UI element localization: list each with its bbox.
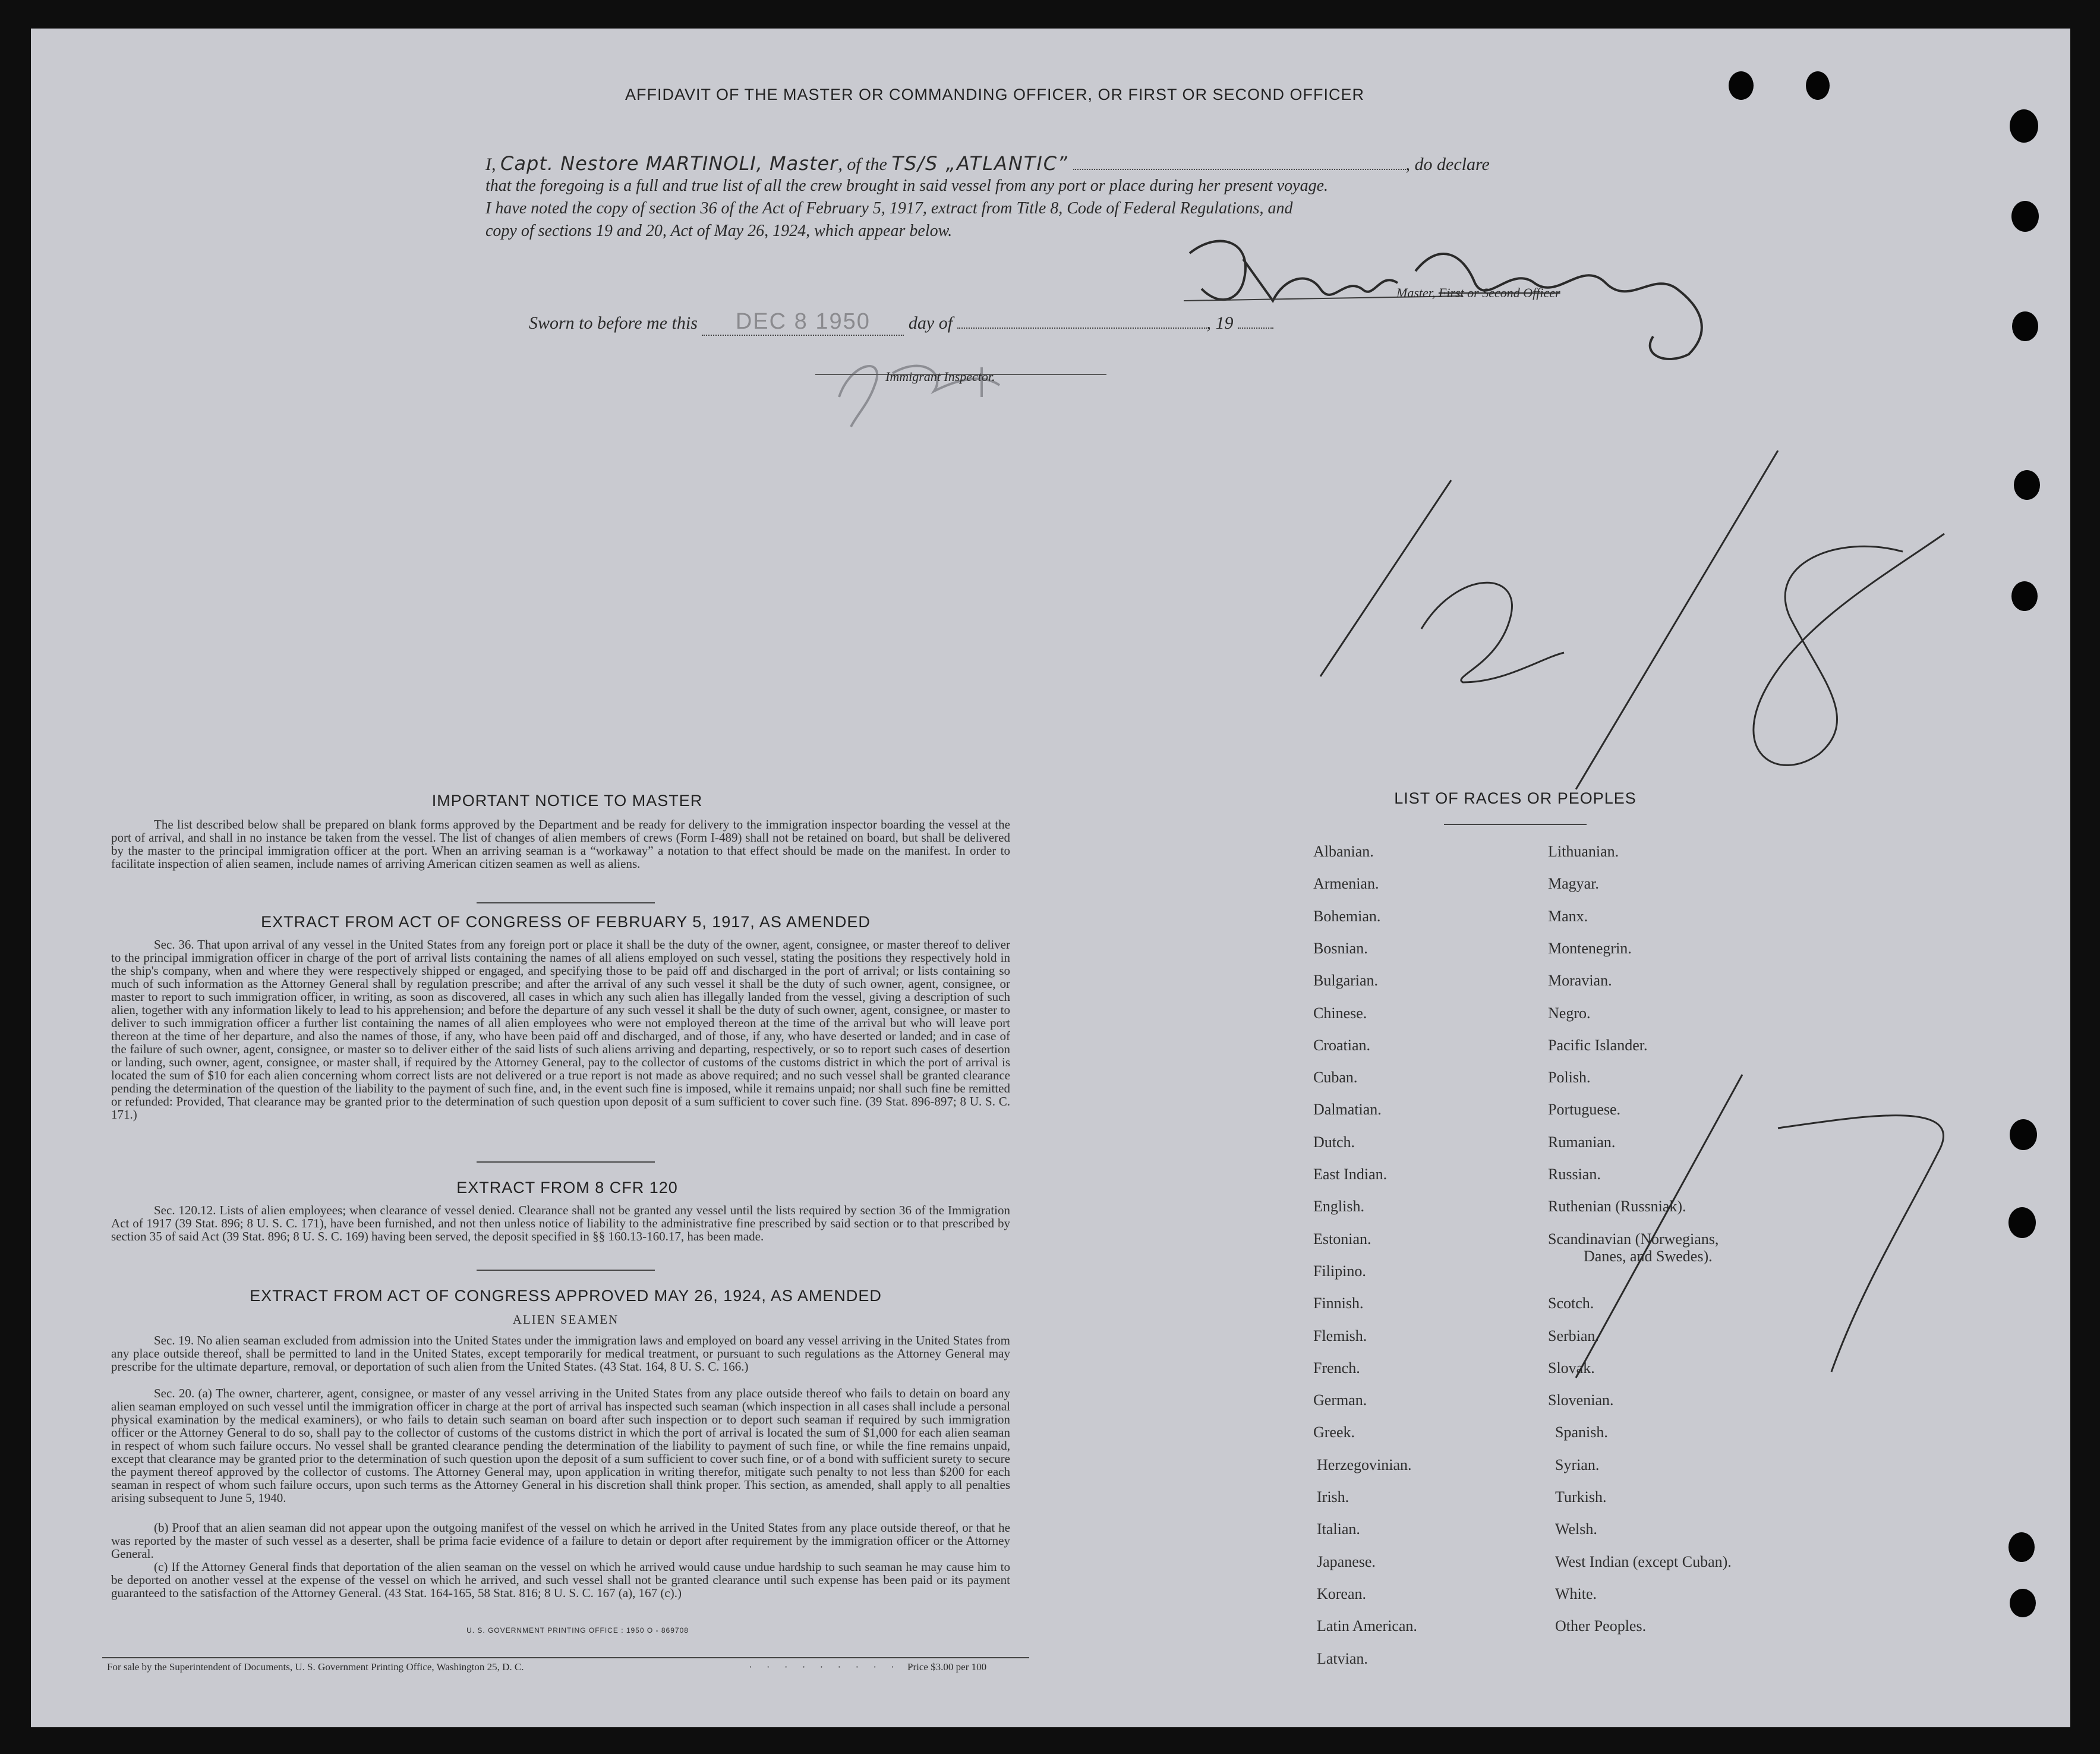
handwritten-date-mark — [1314, 433, 1956, 813]
race-item: Finnish. — [1313, 1295, 1364, 1312]
vessel-name-handwritten: TS/S „ATLANTIC” — [891, 152, 1068, 175]
races-title-rule — [1444, 824, 1587, 825]
race-item: Polish. — [1548, 1069, 1591, 1087]
extract-1924-title: EXTRACT FROM ACT OF CONGRESS APPROVED MAY 26, 1924, AS AMENDED — [250, 1287, 882, 1305]
extract-1917-title: EXTRACT FROM ACT OF CONGRESS OF FEBRUARY 5, 1917, AS AMENDED — [261, 913, 871, 931]
race-item: Negro. — [1548, 1004, 1591, 1022]
affidavit-prefix: I, — [485, 155, 496, 174]
race-item: Flemish. — [1313, 1327, 1367, 1344]
binding-hole — [1729, 71, 1754, 100]
inspector-signature — [803, 338, 1112, 433]
race-item: Montenegrin. — [1548, 939, 1632, 957]
affidavit-line-3: I have noted the copy of section 36 of the Act of February 5, 1917, extract from Title 8, Code of Federal Regulations, and — [485, 199, 1293, 218]
race-item: Serbian. — [1548, 1327, 1599, 1344]
race-item: English. — [1313, 1198, 1364, 1215]
master-name-handwritten: Capt. Nestore MARTINOLI, Master — [500, 152, 838, 175]
race-item: Greek. — [1313, 1424, 1355, 1441]
race-item: Syrian. — [1555, 1456, 1600, 1473]
race-item: German. — [1313, 1391, 1367, 1409]
divider — [477, 902, 655, 903]
sworn-date-stamp: DEC 8 1950 — [702, 309, 904, 336]
race-item: Bulgarian. — [1313, 972, 1379, 990]
footer-price: Price $3.00 per 100 — [907, 1661, 987, 1673]
race-item: Portuguese. — [1548, 1101, 1621, 1119]
extract-1917-body: Sec. 36. That upon arrival of any vessel in the United States from any foreign port or place it shall be the duty of the owner, agent, consignee, or master thereof to deliver to the principal immigration officer in charge of the port of arrival lists containing the names of all aliens employed on such vessel, stating the positions they respectively hold in the ship's company, when and where they were respectively shipped or engaged, and specifying those to be paid off and discharged in the port of arrival; or lists containing so much of such information as the Attorney General shall by regulation prescribe; and after the arrival of any such vessel it shall be the duty of such owner, agent, consignee, or master to report to such immigration officer, in writing, as soon as discovered, all cases in which any such alien has illegally landed from the vessel, giving a description of such alien, together with any information likely to lead to his apprehension; and before the departure of any such vessel it shall be the duty of such owner, agent, consignee, or master to deliver to such immigration officer a further list containing the names of all alien employees who were not employed thereon at the time of the arrival but who will leave port thereon at the time of her departure, and also the names of those, if any, who have been paid off and discharged, and of those, if any, who have deserted or landed; and in case of the failure of such owner, agent, consignee, or master so to deliver either of the said lists of such aliens arriving and departing, respectively, or so to report such cases of desertion or landing, such owner, agent, consignee, or master shall, if required by the Attorney General, pay to the collector of customs of the customs district in which the port of arrival is located the sum of $10 for each alien concerning whom correct lists are not delivered or a true report is not made as above required; and no such vessel shall be granted clearance pending the determination of the question of the liability to the payment of such fine, and, in the event such fine is imposed, while it remains unpaid; nor shall such fine be remitted or refunded: Provided, That clearance may be granted prior to the determination of such question upon deposit of a sum sufficient to cover such fine. (39 Stat. 896-897; 8 U. S. C. 171.) — [111, 937, 1010, 1122]
race-item: Japanese. — [1317, 1553, 1376, 1570]
sworn-line — [529, 309, 1273, 336]
race-item: Magyar. — [1548, 875, 1599, 893]
race-item: Other Peoples. — [1555, 1617, 1647, 1635]
race-item: Danes, and Swedes). — [1584, 1248, 1713, 1265]
race-item: Scandinavian (Norwegians, — [1548, 1230, 1719, 1248]
race-item: Italian. — [1317, 1520, 1360, 1538]
race-item: Herzegovinian. — [1317, 1456, 1412, 1473]
alien-seamen-subtitle: ALIEN SEAMEN — [512, 1312, 619, 1327]
race-item: Armenian. — [1313, 875, 1379, 893]
officer-label-struck: First or Second Officer — [1438, 285, 1560, 300]
section-20a-text: Sec. 20. (a) The owner, charterer, agent, consignee, or master of any vessel arriving in the United States from any place outside thereof who fails to detain on board any alien seaman employed on such vessel until the immigration officer in charge at the port of arrival has inspected such seaman (which inspection in all cases shall include a personal physical examination by the medical examiners), or who fails to detain such seaman on board after such inspection or to deport such seaman if required by such immigration officer or the Attorney General to do so, shall pay to the collector of customs of the customs district in which the port of arrival is located the sum of $1,000 for each alien seaman in respect of whom such failure occurs. No vessel shall be granted clearance pending the determination of the liability to payment of such fine, or while the fine remains unpaid, except that clearance may be granted prior to the determination of such question upon the deposit of a sum sufficient to cover such fine, or of a bond with sufficient surety to secure the payment thereof approved by the collector of customs. The Attorney General may, upon application in writing therefor, mitigate such penalty to not less than $200 for each seaman in respect of whom such failure occurs, upon such terms as the Attorney General in his discretion shall think proper. This section, as amended, shall apply to all penalties arising subsequent to June 5, 1940. — [111, 1386, 1010, 1505]
race-item: Slovak. — [1548, 1359, 1595, 1377]
race-item: East Indian. — [1313, 1166, 1388, 1183]
extract-cfr-title: EXTRACT FROM 8 CFR 120 — [456, 1179, 678, 1196]
binding-hole — [2011, 581, 2038, 611]
race-item: Bosnian. — [1313, 939, 1368, 957]
month-dotted-line — [957, 328, 1207, 329]
affidavit-line-4: copy of sections 19 and 20, Act of May 26, 1924, which appear below. — [485, 222, 953, 240]
section-20c-text: (c) If the Attorney General finds that deportation of the alien seaman on the vessel on which he arrived would cause undue hardship to such seaman he may cause him to be deported on another vessel at the expense of the vessel on which he arrived, and such vessel shall not be granted clearance until such expense has been paid or its payment guaranteed to the satisfaction of the Attorney General. (43 Stat. 164-165, 58 Stat. 816; 8 U. S. C. 167 (a), 167 (c).) — [111, 1560, 1010, 1600]
affidavit-title: AFFIDAVIT OF THE MASTER OR COMMANDING OFFICER, OR FIRST OR SECOND OFFICER — [625, 86, 1365, 103]
race-item: Dalmatian. — [1313, 1101, 1382, 1119]
race-item: Rumanian. — [1548, 1133, 1616, 1151]
divider — [477, 1270, 655, 1271]
race-item: Chinese. — [1313, 1004, 1367, 1022]
race-item: Slovenian. — [1548, 1391, 1614, 1409]
of-the-label: , of the — [838, 155, 887, 174]
binding-hole — [2008, 1532, 2035, 1562]
race-item: Spanish. — [1555, 1424, 1608, 1441]
race-item: Filipino. — [1313, 1262, 1366, 1280]
binding-hole — [2008, 1207, 2036, 1238]
handwritten-number-mark — [1552, 1063, 1980, 1396]
master-label: Master, — [1396, 285, 1436, 300]
footer-leader-dots: · · · · · · · · · · — [749, 1661, 918, 1673]
binding-hole — [2011, 201, 2039, 232]
race-item: Manx. — [1548, 907, 1588, 925]
race-item: Irish. — [1317, 1488, 1349, 1506]
inspector-label: Immigrant Inspector. — [885, 369, 995, 384]
race-item: Lithuanian. — [1548, 843, 1619, 860]
day-of-label: day of — [908, 313, 953, 333]
section-20b-text: (b) Proof that an alien seaman did not appear upon the outgoing manifest of the vessel on which he arrived in the United States from any place outside thereof, or that he was reported by the master of such vessel as a deserter, shall be prima facie evidence of a failure to detain or deport after requirement by the immigration officer or the Attorney General. — [111, 1520, 1010, 1561]
footer-rule — [102, 1657, 1029, 1658]
race-item: Pacific Islander. — [1548, 1036, 1648, 1054]
race-item: Cuban. — [1313, 1069, 1358, 1087]
gpo-imprint: U. S. GOVERNMENT PRINTING OFFICE : 1950 O - 869708 — [466, 1626, 689, 1635]
race-item: Croatian. — [1313, 1036, 1371, 1054]
race-item: Bohemian. — [1313, 907, 1381, 925]
binding-hole — [2010, 1589, 2036, 1617]
race-item: French. — [1313, 1359, 1360, 1377]
binding-hole — [2012, 311, 2038, 341]
race-item: Latvian. — [1317, 1649, 1368, 1667]
binding-hole — [2010, 1119, 2037, 1150]
race-item: Albanian. — [1313, 843, 1374, 860]
race-item: Ruthenian (Russniak). — [1548, 1198, 1686, 1215]
race-item: Korean. — [1317, 1585, 1367, 1602]
footer-sale-note: For sale by the Superintendent of Documents, U. S. Government Printing Office, Washington 25, D. C. — [107, 1661, 524, 1673]
race-item: Moravian. — [1548, 972, 1612, 990]
race-item: White. — [1555, 1585, 1597, 1602]
race-item: Turkish. — [1555, 1488, 1607, 1506]
form-page — [31, 29, 2070, 1727]
notice-body: The list described below shall be prepared on blank forms approved by the Department and be ready for delivery to the immigration inspector boarding the vessel at the port of arrival, and shall in no instance be taken from the vessel. The list of changes of alien members of crews (Form I-489) shall not be retained on board, but shall be delivered by the master to the principal immigration officer at the port. When an arriving seaman is a “workaway” a notation to that effect should be made on the manifest. In order to facilitate inspection of alien seamen, include names of arriving American citizen seamen as well as aliens. — [111, 817, 1010, 871]
binding-hole — [1806, 71, 1830, 100]
races-title: LIST OF RACES OR PEOPLES — [1394, 789, 1637, 807]
notice-title: IMPORTANT NOTICE TO MASTER — [431, 792, 703, 810]
year-dotted-line — [1238, 328, 1273, 329]
race-item: Latin American. — [1317, 1617, 1417, 1635]
extract-cfr-body: Sec. 120.12. Lists of alien employees; when clearance of vessel denied. Clearance shall not be granted any vessel until the lists required by section 36 of the Immigration Act of 1917 (39 Stat. 896; 8 U. S. C. 171), have been furnished, and not then unless notice of liability to the administrative fine prescribed by said section or to that prescribed by section 35 of said Act (39 Stat. 896; 8 U. S. C. 169) having been served, the deposit specified in §§ 160.13-160.17, has been made. — [111, 1203, 1010, 1243]
section-19-text: Sec. 19. No alien seaman excluded from admission into the United States under the immigration laws and employed on board any vessel arriving in the United States from any place outside thereof, shall be permitted to land in the United States, except temporarily for medical treatment, or pursuant to such regulations as the Attorney General may prescribe for the ultimate departure, removal, or deportation of such alien from the United States. (43 Stat. 164, 8 U. S. C. 166.) — [111, 1333, 1010, 1374]
binding-hole — [2010, 109, 2038, 143]
binding-hole — [2014, 470, 2040, 500]
race-item: Welsh. — [1555, 1520, 1597, 1538]
vessel-dotted-line — [1073, 169, 1406, 170]
race-item: Russian. — [1548, 1166, 1601, 1183]
master-title-line — [1396, 285, 1560, 301]
race-item: West Indian (except Cuban). — [1555, 1553, 1732, 1570]
race-item: Dutch. — [1313, 1133, 1355, 1151]
race-item: Estonian. — [1313, 1230, 1371, 1248]
divider — [477, 1161, 655, 1163]
sworn-label: Sworn to before me this — [529, 313, 698, 333]
affidavit-line-2: that the foregoing is a full and true list of all the crew brought in said vessel from any port or place during her present voyage. — [485, 177, 1329, 195]
year-prefix: , 19 — [1206, 313, 1234, 333]
declare-label: , do declare — [1405, 155, 1490, 174]
race-item: Scotch. — [1548, 1295, 1594, 1312]
affidavit-line-1 — [485, 152, 1644, 175]
